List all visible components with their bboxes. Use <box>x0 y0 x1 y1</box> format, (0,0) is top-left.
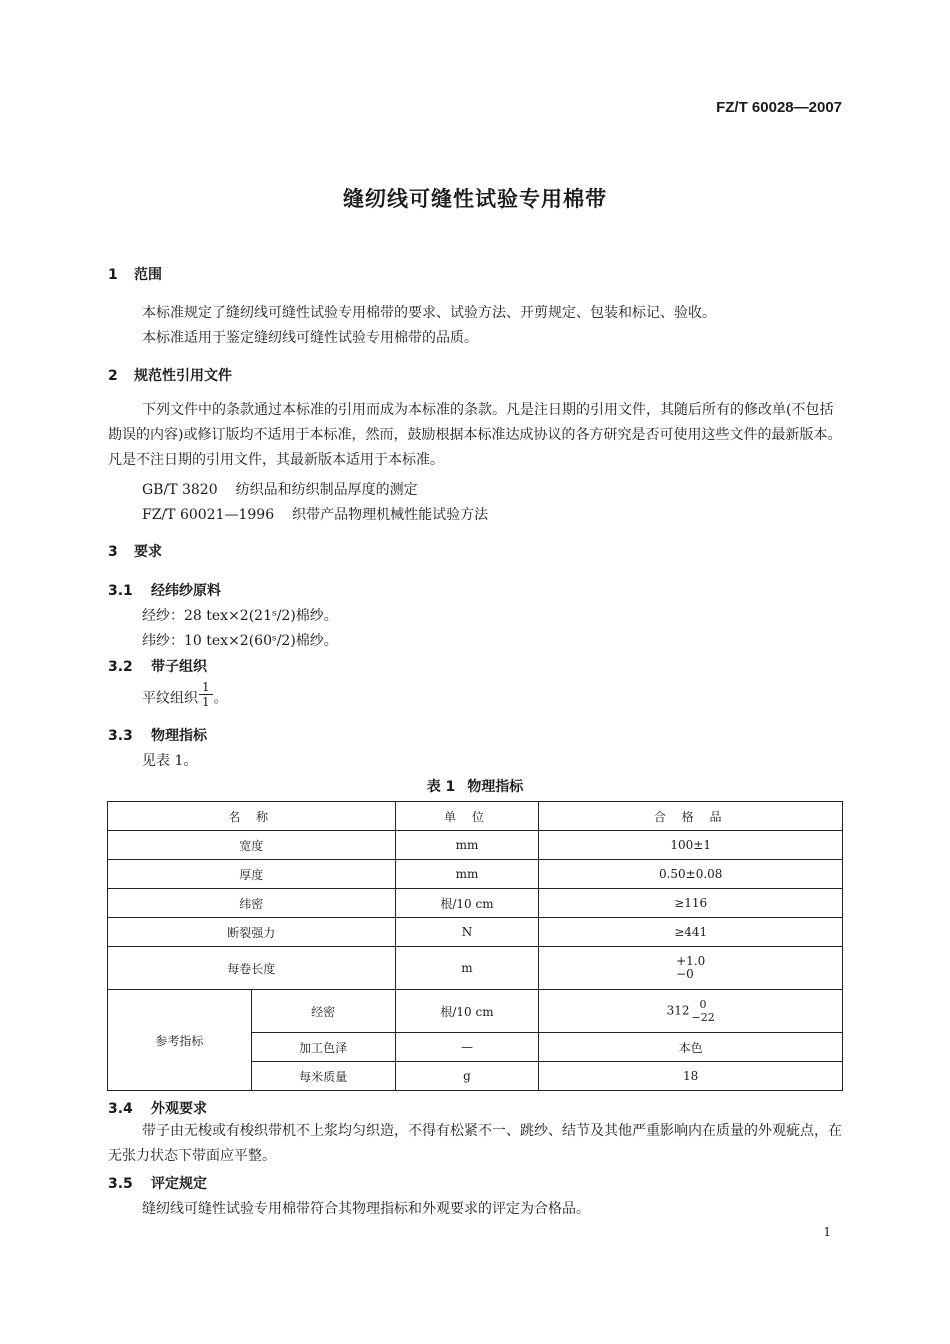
subsection-3-4-heading <box>108 1098 207 1118</box>
weave-prefix: 平纹组织 <box>142 690 198 707</box>
cell-name: 经密 <box>251 990 395 1033</box>
subsection-title: 带子组织 <box>151 659 207 675</box>
subsection-number: 3.4 <box>108 1101 133 1117</box>
weave-suffix: 。 <box>213 690 228 707</box>
cell-value: 0.50±0.08 <box>539 860 843 889</box>
column-header: 单 位 <box>395 802 539 831</box>
reference-item <box>142 479 418 499</box>
section-title: 规范性引用文件 <box>134 368 232 384</box>
cell-unit: — <box>395 1033 539 1062</box>
subsection-title: 评定规定 <box>151 1176 207 1192</box>
weave-text <box>142 680 228 713</box>
subsection-title: 经纬纱原料 <box>151 583 221 599</box>
table-row <box>108 860 843 889</box>
weave-fraction <box>199 680 213 709</box>
column-header: 名 称 <box>108 802 396 831</box>
warp-yarn-text: 经纱：28 tex×2(21ˢ/2)棉纱。 <box>142 608 338 624</box>
cell-unit: mm <box>395 831 539 860</box>
subsection-3-3-heading <box>108 725 207 745</box>
weft-yarn-text: 纬纱：10 tex×2(60ˢ/2)棉纱。 <box>142 633 338 649</box>
reference-code: FZ/T 60021—1996 <box>142 507 275 523</box>
base-value: 312 <box>666 1003 690 1018</box>
subsection-3-5-heading <box>108 1173 207 1193</box>
table-caption <box>0 776 950 796</box>
reference-item <box>142 504 488 524</box>
section-3-heading <box>108 541 162 561</box>
reference-code: GB/T 3820 <box>142 482 218 498</box>
paragraph: 带子由无梭或有梭织带机不上浆均匀织造，不得有松紧不一、跳纱、结节及其他严重影响内在质量的外观疵点，在无张力状态下带面应平整。 <box>108 1123 842 1164</box>
section-1-heading <box>108 264 162 284</box>
table-row <box>108 947 843 990</box>
cell-value: 100±1 <box>539 831 843 860</box>
reference-title: 纺织品和纺织制品厚度的测定 <box>235 482 418 498</box>
fraction-numerator: 1 <box>199 680 213 695</box>
document-title: 缝纫线可缝性试验专用棉带 <box>343 187 607 211</box>
fraction-denominator: 1 <box>202 695 210 709</box>
paragraph: 本标准规定了缝纫线可缝性试验专用棉带的要求、试验方法、开剪规定、包装和标记、验收。 <box>142 305 716 321</box>
cell-value: 18 <box>539 1062 843 1091</box>
section-number: 3 <box>108 544 118 560</box>
reference-title: 织带产品物理机械性能试验方法 <box>292 507 489 523</box>
section-number: 2 <box>108 368 118 384</box>
table-row <box>108 990 843 1033</box>
cell-unit: N <box>395 918 539 947</box>
cell-unit: 根/10 cm <box>395 990 539 1033</box>
subsection-number: 3.1 <box>108 583 133 599</box>
cell-name: 纬密 <box>108 889 396 918</box>
tolerance-stack <box>692 998 715 1024</box>
table-row <box>108 889 843 918</box>
tolerance-upper: +1.0 <box>676 954 706 968</box>
cell-unit: mm <box>395 860 539 889</box>
subsection-3-1-heading <box>108 580 221 600</box>
cell-value <box>539 990 843 1033</box>
table-row <box>108 918 843 947</box>
subsection-number: 3.3 <box>108 728 133 744</box>
section-2-heading <box>108 365 232 385</box>
subsection-number: 3.2 <box>108 659 133 675</box>
subsection-title: 物理指标 <box>151 728 207 744</box>
cell-unit: 根/10 cm <box>395 889 539 918</box>
cell-unit: g <box>395 1062 539 1091</box>
cell-name: 每米质量 <box>251 1062 395 1091</box>
subsection-title: 外观要求 <box>151 1101 207 1117</box>
paragraph: 缝纫线可缝性试验专用棉带符合其物理指标和外观要求的评定为合格品。 <box>142 1201 590 1217</box>
column-header: 合 格 品 <box>539 802 843 831</box>
paragraph: 本标准适用于鉴定缝纫线可缝性试验专用棉带的品质。 <box>142 330 478 346</box>
table-header-row <box>108 802 843 831</box>
tolerance-upper: 0 <box>699 998 707 1011</box>
cell-value: ≥116 <box>539 889 843 918</box>
cell-name: 加工色泽 <box>251 1033 395 1062</box>
cell-name: 厚度 <box>108 860 396 889</box>
page-number: 1 <box>823 1225 831 1239</box>
tolerance-lower: −0 <box>676 967 694 981</box>
section-number: 1 <box>108 267 118 283</box>
table-caption-title: 物理指标 <box>467 779 524 795</box>
cell-value: 本色 <box>539 1033 843 1062</box>
physical-index-table <box>107 801 843 1091</box>
cell-unit: m <box>395 947 539 990</box>
cell-name: 断裂强力 <box>108 918 396 947</box>
table-caption-number: 表 1 <box>426 779 456 795</box>
tolerance-stack <box>676 955 705 981</box>
reference-group-cell: 参考指标 <box>108 990 252 1091</box>
cell-value <box>539 947 843 990</box>
subsection-number: 3.5 <box>108 1176 133 1192</box>
table-reference-text: 见表 1。 <box>142 753 198 769</box>
table-row <box>108 831 843 860</box>
cell-name: 宽度 <box>108 831 396 860</box>
cell-name: 每卷长度 <box>108 947 396 990</box>
tolerance-lower: −22 <box>691 1011 715 1024</box>
cell-value: ≥441 <box>539 918 843 947</box>
subsection-3-2-heading <box>108 656 207 676</box>
standard-number: FZ/T 60028—2007 <box>716 99 842 116</box>
paragraph: 下列文件中的条款通过本标准的引用而成为本标准的条款。凡是注日期的引用文件，其随后所有的修改单(不包括勘误的内容)或修订版均不适用于本标准，然而，鼓励根据本标准达成协议的各方研究是否可使用这些文件的最新版本。凡是不注日期的引用文件，其最新版本适用于本标准。 <box>108 402 842 468</box>
section-title: 要求 <box>134 544 162 560</box>
section-title: 范围 <box>134 267 162 283</box>
